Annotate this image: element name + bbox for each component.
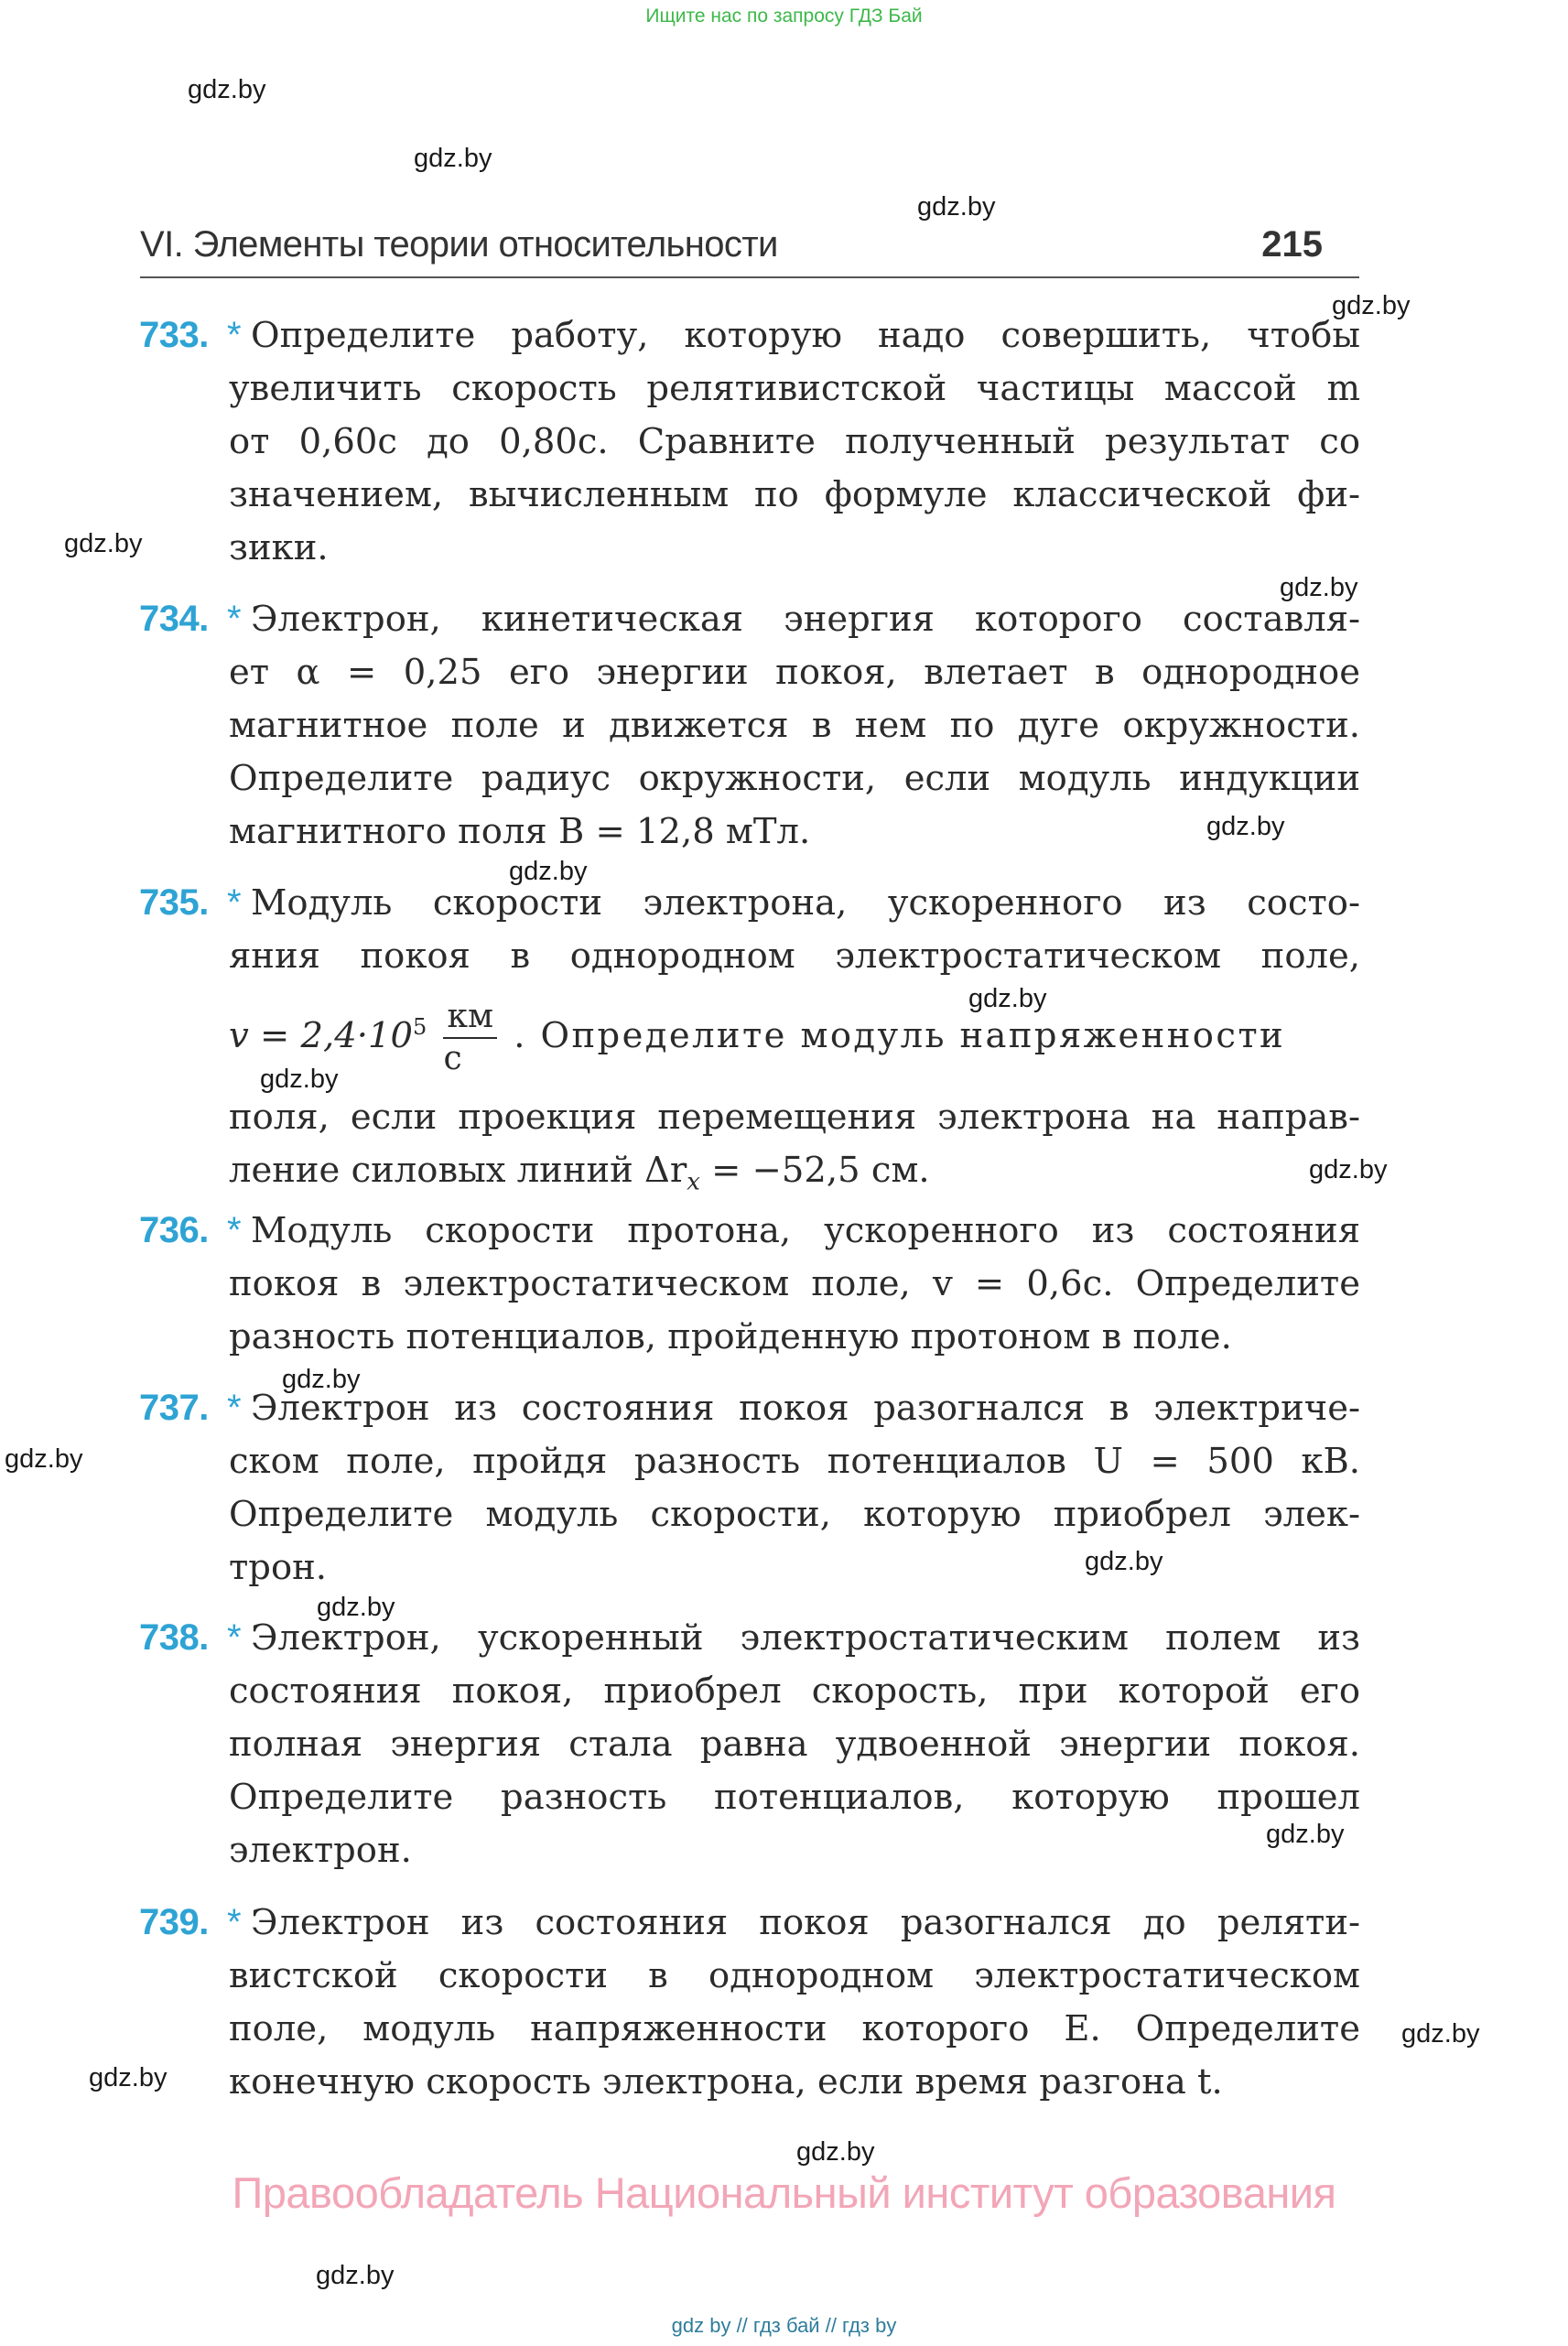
- problem-line: магнитное поле и движется в нем по дуге окружности.: [229, 705, 1360, 746]
- problem-number: 734.: [139, 599, 209, 639]
- problem-line: покоя в электростатическом поле, v = 0,6c. Определите: [229, 1263, 1360, 1304]
- subscript: x: [687, 1168, 700, 1196]
- problem-line: Модуль скорости электрона, ускоренного из состо-: [251, 882, 1360, 924]
- formula-text: . Определите модуль напряженности: [514, 1014, 1286, 1056]
- watermark: gdz.by: [1401, 2019, 1480, 2049]
- problem-line: поле, модуль напряженности которого E. Определите: [229, 2008, 1360, 2049]
- formula-lhs: v = 2,4·10: [229, 1014, 413, 1056]
- formula-line: [229, 985, 1360, 1077]
- unit-fraction: [443, 997, 497, 1077]
- footer-links[interactable]: gdz by // гдз бай // гдз by: [671, 2314, 897, 2337]
- watermark: gdz.by: [188, 75, 266, 104]
- watermark: gdz.by: [1332, 291, 1411, 320]
- problem-number: 737.: [139, 1388, 209, 1428]
- problem-line: трон.: [229, 1547, 328, 1588]
- problem-line: полная энергия стала равна удвоенной энергии покоя.: [229, 1724, 1360, 1765]
- header-rule: [140, 276, 1359, 278]
- watermark: gdz.by: [89, 2063, 168, 2092]
- problem-number: 733.: [139, 315, 209, 355]
- watermark: gdz.by: [64, 529, 143, 558]
- problem-line: ском поле, пройдя разность потенциалов U = 500 кВ.: [229, 1441, 1360, 1482]
- line-text: = −52,5 см.: [699, 1150, 930, 1191]
- watermark: gdz.by: [317, 1593, 395, 1622]
- difficulty-star: *: [227, 1388, 242, 1428]
- watermark: gdz.by: [316, 2261, 395, 2290]
- watermark: gdz.by: [1085, 1547, 1163, 1576]
- watermark: gdz.by: [1206, 812, 1285, 841]
- problem-line: разность потенциалов, пройденную протоном в поле.: [229, 1316, 1232, 1357]
- top-search-note: Ищите нас по запросу ГДЗ Бай: [645, 5, 923, 27]
- formula-exponent: 5: [412, 1014, 427, 1040]
- watermark: gdz.by: [1280, 573, 1358, 602]
- problem-line: состояния покоя, приобрел скорость, при которой его: [229, 1670, 1360, 1712]
- problem-line: зики.: [229, 527, 329, 568]
- problem-line: ет α = 0,25 его энергии покоя, влетает в однородное: [229, 652, 1360, 693]
- problem-line: конечную скорость электрона, если время разгона t.: [229, 2061, 1223, 2103]
- watermark: gdz.by: [796, 2137, 875, 2167]
- section-title: VI. Элементы теории относительности: [140, 224, 778, 265]
- problem-line: значением, вычисленным по формуле классической фи-: [229, 474, 1360, 515]
- watermark: gdz.by: [509, 857, 588, 886]
- problem-line: Определите радиус окружности, если модуль индукции: [229, 758, 1360, 799]
- problem-line: электрон.: [229, 1830, 412, 1871]
- problem-line: Модуль скорости протона, ускоренного из состояния: [251, 1210, 1360, 1251]
- problem-number: 736.: [139, 1210, 209, 1250]
- problem-line: [229, 1144, 1360, 1197]
- difficulty-star: *: [227, 1902, 242, 1942]
- watermark: gdz.by: [260, 1065, 339, 1094]
- problem-line: Определите модуль скорости, которую приобрел элек-: [229, 1494, 1360, 1535]
- problem-line: вистской скорости в однородном электростатическом: [229, 1955, 1360, 1996]
- watermark: gdz.by: [282, 1365, 361, 1394]
- difficulty-star: *: [227, 315, 242, 355]
- fraction-denominator: с: [443, 1039, 462, 1077]
- problem-number: 735.: [139, 882, 209, 923]
- difficulty-star: *: [227, 599, 242, 639]
- problem-line: яния покоя в однородном электростатическом поле,: [229, 935, 1360, 977]
- problem-line: Определите работу, которую надо совершить, чтобы: [251, 315, 1360, 356]
- problem-line: поля, если проекция перемещения электрона на направ-: [229, 1097, 1360, 1138]
- copyright-holder: Правообладатель Национальный институт образования: [232, 2168, 1336, 2217]
- problem-line: Электрон, кинетическая энергия которого составля-: [251, 599, 1360, 640]
- problem-line: Электрон, ускоренный электростатическим полем из: [251, 1617, 1360, 1659]
- watermark: gdz.by: [5, 1444, 83, 1474]
- problem-line: от 0,60c до 0,80c. Сравните полученный результат со: [229, 421, 1360, 462]
- watermark: gdz.by: [1309, 1155, 1388, 1184]
- problem-line: Электрон из состояния покоя разогнался до реляти-: [251, 1902, 1360, 1943]
- problem-line: Электрон из состояния покоя разогнался в электриче-: [251, 1388, 1360, 1429]
- watermark: gdz.by: [968, 984, 1047, 1013]
- difficulty-star: *: [227, 1617, 242, 1658]
- line-text: ление силовых линий Δr: [229, 1150, 687, 1191]
- problem-line: магнитного поля B = 12,8 мТл.: [229, 811, 811, 852]
- fraction-numerator: км: [443, 1000, 497, 1039]
- watermark: gdz.by: [917, 192, 996, 222]
- difficulty-star: *: [227, 882, 242, 923]
- watermark: gdz.by: [1266, 1820, 1345, 1849]
- problem-number: 738.: [139, 1617, 209, 1658]
- problem-line: Определите разность потенциалов, которую прошел: [229, 1777, 1360, 1818]
- page-number: 215: [1261, 224, 1323, 265]
- difficulty-star: *: [227, 1210, 242, 1250]
- problem-number: 739.: [139, 1902, 209, 1942]
- watermark: gdz.by: [414, 144, 492, 173]
- problem-line: увеличить скорость релятивистской частицы массой m: [229, 368, 1360, 409]
